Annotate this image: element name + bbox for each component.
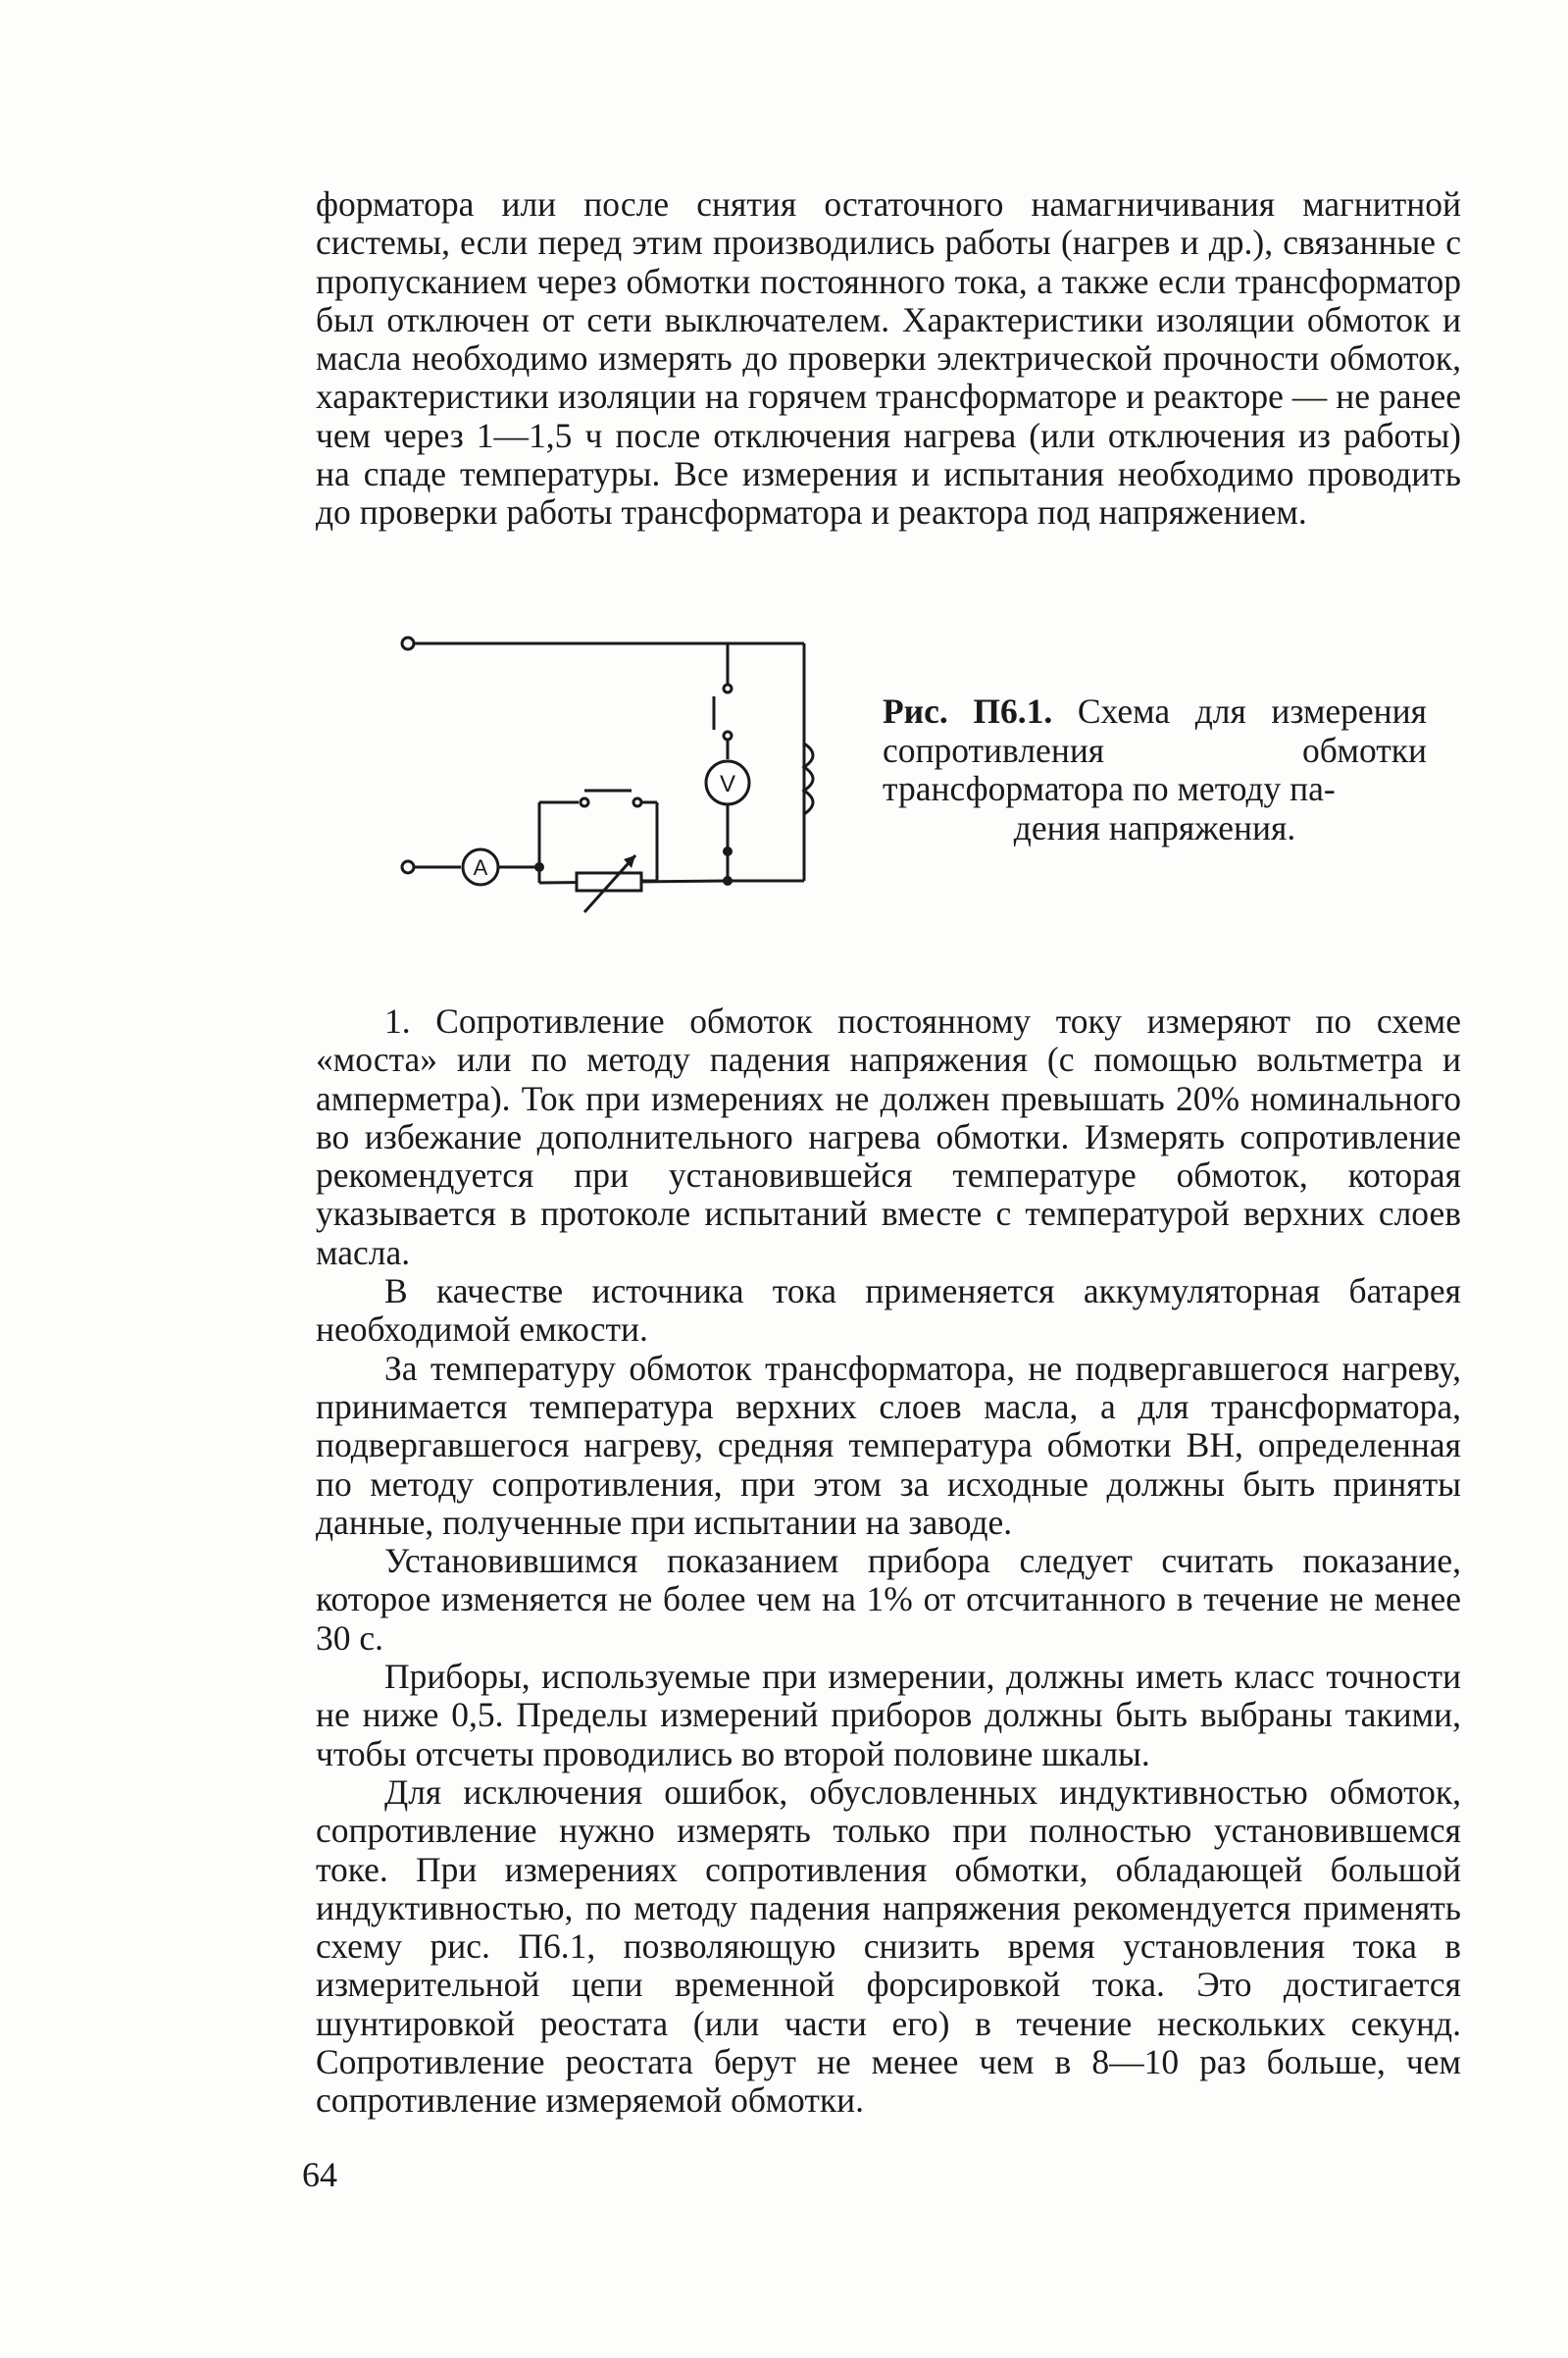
top-terminal — [402, 638, 414, 649]
voltmeter-symbol: V — [719, 771, 736, 797]
paragraph: Установившимся показанием прибора следует считать показание, которое изменяется не более чем на 1% от отсчитанного в течение не менее 30 с. — [316, 1541, 1461, 1658]
rheostat-icon — [577, 873, 641, 891]
intro-text — [316, 185, 1461, 533]
circuit-diagram — [392, 628, 863, 922]
caption-text: Схема для измерения сопротивления обмотки трансформатора по методу па- — [883, 692, 1427, 808]
paragraph: 1. Сопротивление обмоток постоянному току измеряют по схеме «моста» или по методу падения напряжения (с помощью вольтметра и амперметра). Ток при измерениях не должен превышать 20% номинального во избежание дополнительного нагрева обмотки. Измерять сопротивление рекомендуется при установившейся температуре обмоток, которая указывается в протоколе испытаний вместе с температурой верхних слоев масла. — [316, 1001, 1461, 1272]
intro-paragraph: форматора или после снятия остаточного намагничивания магнитной системы, если перед этим производились работы (нагрев и др.), связанные с пропусканием через обмотки постоянного тока, а также если трансформатор был отключен от сети выключателем. Характеристики изоляции обмоток и масла необходимо измерять до проверки электрической прочности обмоток, характеристики изоляции на горячем трансформаторе и реакторе — не ранее чем через 1—1,5 ч после отключения нагрева (или отключения из работы) на спаде температуры. Все измерения и испытания необходимо проводить до проверки работы трансформатора и реактора под напряжением. — [316, 184, 1461, 533]
figure-label: Рис. П6.1. — [883, 692, 1053, 731]
paragraph: Для исключения ошибок, обусловленных индуктивностью обмоток, сопротивление нужно измерять только при полностью установившемся токе. При измерениях сопротивления обмотки, обладающей большой индуктивностью, по методу падения напряжения рекомендуется применять схему рис. П6.1, позволяющую снизить время установления тока в измерительной цепи временной форсировкой тока. Это достигается шунтировкой реостата (или части его) в течение нескольких секунд. Сопротивление реостата берут не менее чем в 8—10 раз больше, чем сопротивление измеряемой обмотки. — [316, 1771, 1461, 2121]
figure-caption — [883, 692, 1427, 847]
paragraph: За температуру обмоток трансформатора, не подвергавшегося нагреву, принимается температура верхних слоев масла, а для трансформатора, подвергавшегося нагреву, средняя температура обмотки ВН, определенная по методу сопротивления, при этом за исходные должны быть приняты данные, полученные при испытании на заводе. — [316, 1348, 1461, 1542]
figure-p6-1 — [392, 628, 1461, 922]
main-text — [316, 1002, 1461, 2121]
page-number: 64 — [302, 2155, 337, 2194]
paragraph: Приборы, используемые при измерении, должны иметь класс точности не ниже 0,5. Пределы измерений приборов должны быть выбраны такими, чтобы отсчеты проводились во второй половине шкалы. — [316, 1657, 1461, 1773]
ammeter-symbol: A — [473, 855, 488, 880]
bottom-terminal — [402, 861, 414, 873]
paragraph: В качестве источника тока применяется аккумуляторная батарея необходимой емкости. — [316, 1271, 1461, 1350]
caption-last-line: дения напряжения. — [1013, 807, 1296, 847]
